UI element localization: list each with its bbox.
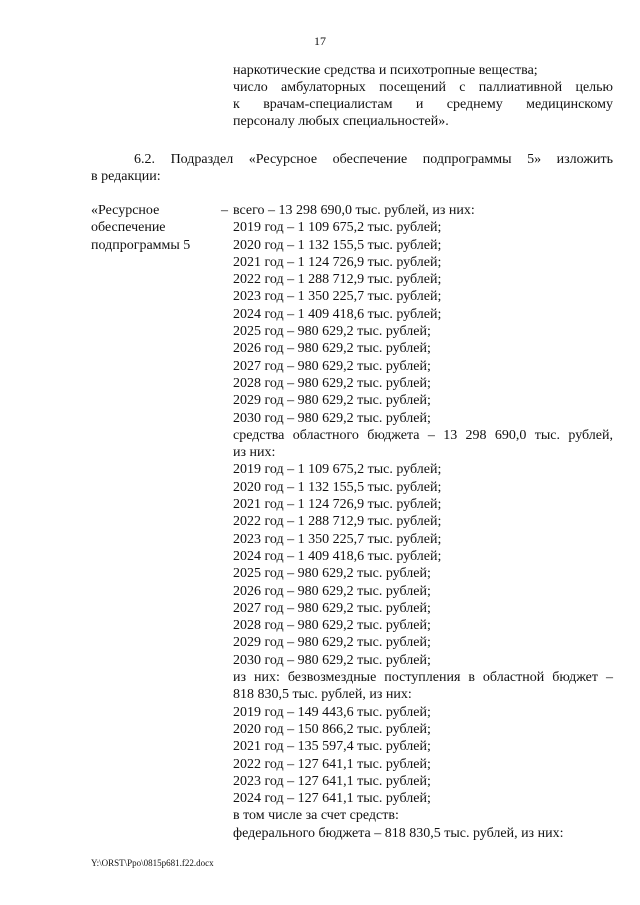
resource-label-dash: – bbox=[221, 203, 228, 218]
year-line: 2020 год – 150 866,2 тыс. рублей; bbox=[233, 721, 431, 737]
intro-line: к врачам-специалистам и среднему медицинскому bbox=[233, 97, 613, 112]
year-line: 2022 год – 1 288 712,9 тыс. рублей; bbox=[233, 272, 442, 288]
year-line: 2024 год – 1 409 418,6 тыс. рублей; bbox=[233, 306, 442, 322]
year-line: 2023 год – 127 641,1 тыс. рублей; bbox=[233, 773, 431, 789]
year-line: 2026 год – 980 629,2 тыс. рублей; bbox=[233, 583, 431, 599]
intro-line: наркотические средства и психотропные вещества; bbox=[233, 63, 538, 78]
year-line: 2021 год – 1 124 726,9 тыс. рублей; bbox=[233, 497, 442, 513]
year-line: 2023 год – 1 350 225,7 тыс. рублей; bbox=[233, 531, 442, 547]
year-line: 2025 год – 980 629,2 тыс. рублей; bbox=[233, 324, 431, 340]
year-line: 2022 год – 1 288 712,9 тыс. рублей; bbox=[233, 514, 442, 530]
year-line: 2023 год – 1 350 225,7 тыс. рублей; bbox=[233, 289, 442, 305]
year-line: 2022 год – 127 641,1 тыс. рублей; bbox=[233, 756, 431, 772]
funding-total: всего – 13 298 690,0 тыс. рублей, из них: bbox=[233, 203, 475, 218]
year-line: 2029 год – 980 629,2 тыс. рублей; bbox=[233, 393, 431, 409]
page-number: 17 bbox=[314, 34, 326, 48]
year-line: 2025 год – 980 629,2 тыс. рублей; bbox=[233, 566, 431, 582]
year-line: 2028 год – 980 629,2 тыс. рублей; bbox=[233, 375, 431, 391]
year-line: 2029 год – 980 629,2 тыс. рублей; bbox=[233, 635, 431, 651]
years-regional-list bbox=[233, 461, 613, 669]
regional-budget-line: средства областного бюджета – 13 298 690,0 тыс. рублей, bbox=[233, 427, 613, 443]
years-total-list bbox=[233, 219, 613, 427]
section-heading bbox=[91, 151, 613, 185]
year-line: 2020 год – 1 132 155,5 тыс. рублей; bbox=[233, 479, 442, 495]
year-line: 2030 год – 980 629,2 тыс. рублей; bbox=[233, 410, 431, 426]
resource-label-row bbox=[91, 202, 228, 219]
gratuitous-line: из них: безвозмездные поступления в областной бюджет – bbox=[233, 670, 613, 686]
resource-label bbox=[91, 202, 228, 254]
years-gratuitous-list bbox=[233, 704, 613, 808]
section-heading-line: 6.2. Подраздел «Ресурсное обеспечение подпрограммы 5» изложить bbox=[134, 152, 613, 167]
year-line: 2026 год – 980 629,2 тыс. рублей; bbox=[233, 341, 431, 357]
intro-paragraph bbox=[233, 62, 613, 130]
year-line: 2021 год – 1 124 726,9 тыс. рублей; bbox=[233, 254, 442, 270]
year-line: 2020 год – 1 132 155,5 тыс. рублей; bbox=[233, 237, 442, 253]
year-line: 2024 год – 1 409 418,6 тыс. рублей; bbox=[233, 548, 442, 564]
resource-label-line: обеспечение bbox=[91, 220, 166, 236]
footer-file-path: Y:\ORST\Ppo\0815p681.f22.docx bbox=[91, 858, 214, 868]
year-line: 2024 год – 127 641,1 тыс. рублей; bbox=[233, 791, 431, 807]
gratuitous-line: 818 830,5 тыс. рублей, из них: bbox=[233, 687, 412, 703]
year-line: 2030 год – 980 629,2 тыс. рублей; bbox=[233, 652, 431, 668]
year-line: 2019 год – 149 443,6 тыс. рублей; bbox=[233, 704, 431, 720]
federal-budget-line: федерального бюджета – 818 830,5 тыс. рублей, из них: bbox=[233, 825, 564, 841]
year-line: 2027 год – 980 629,2 тыс. рублей; bbox=[233, 600, 431, 616]
resource-label-line: подпрограммы 5 bbox=[91, 237, 191, 253]
including-line: в том числе за счет средств: bbox=[233, 808, 399, 824]
year-line: 2021 год – 135 597,4 тыс. рублей; bbox=[233, 739, 431, 755]
year-line: 2019 год – 1 109 675,2 тыс. рублей; bbox=[233, 462, 442, 478]
funding-content bbox=[233, 202, 613, 842]
intro-line: персоналу любых специальностей». bbox=[233, 114, 449, 129]
year-line: 2028 год – 980 629,2 тыс. рублей; bbox=[233, 618, 431, 634]
year-line: 2019 год – 1 109 675,2 тыс. рублей; bbox=[233, 220, 442, 236]
regional-budget-line: из них: bbox=[233, 445, 276, 461]
year-line: 2027 год – 980 629,2 тыс. рублей; bbox=[233, 358, 431, 374]
intro-line: число амбулаторных посещений с паллиативной целью bbox=[233, 80, 613, 95]
resource-label-line: «Ресурсное bbox=[91, 203, 160, 218]
section-heading-line: в редакции: bbox=[91, 169, 161, 184]
